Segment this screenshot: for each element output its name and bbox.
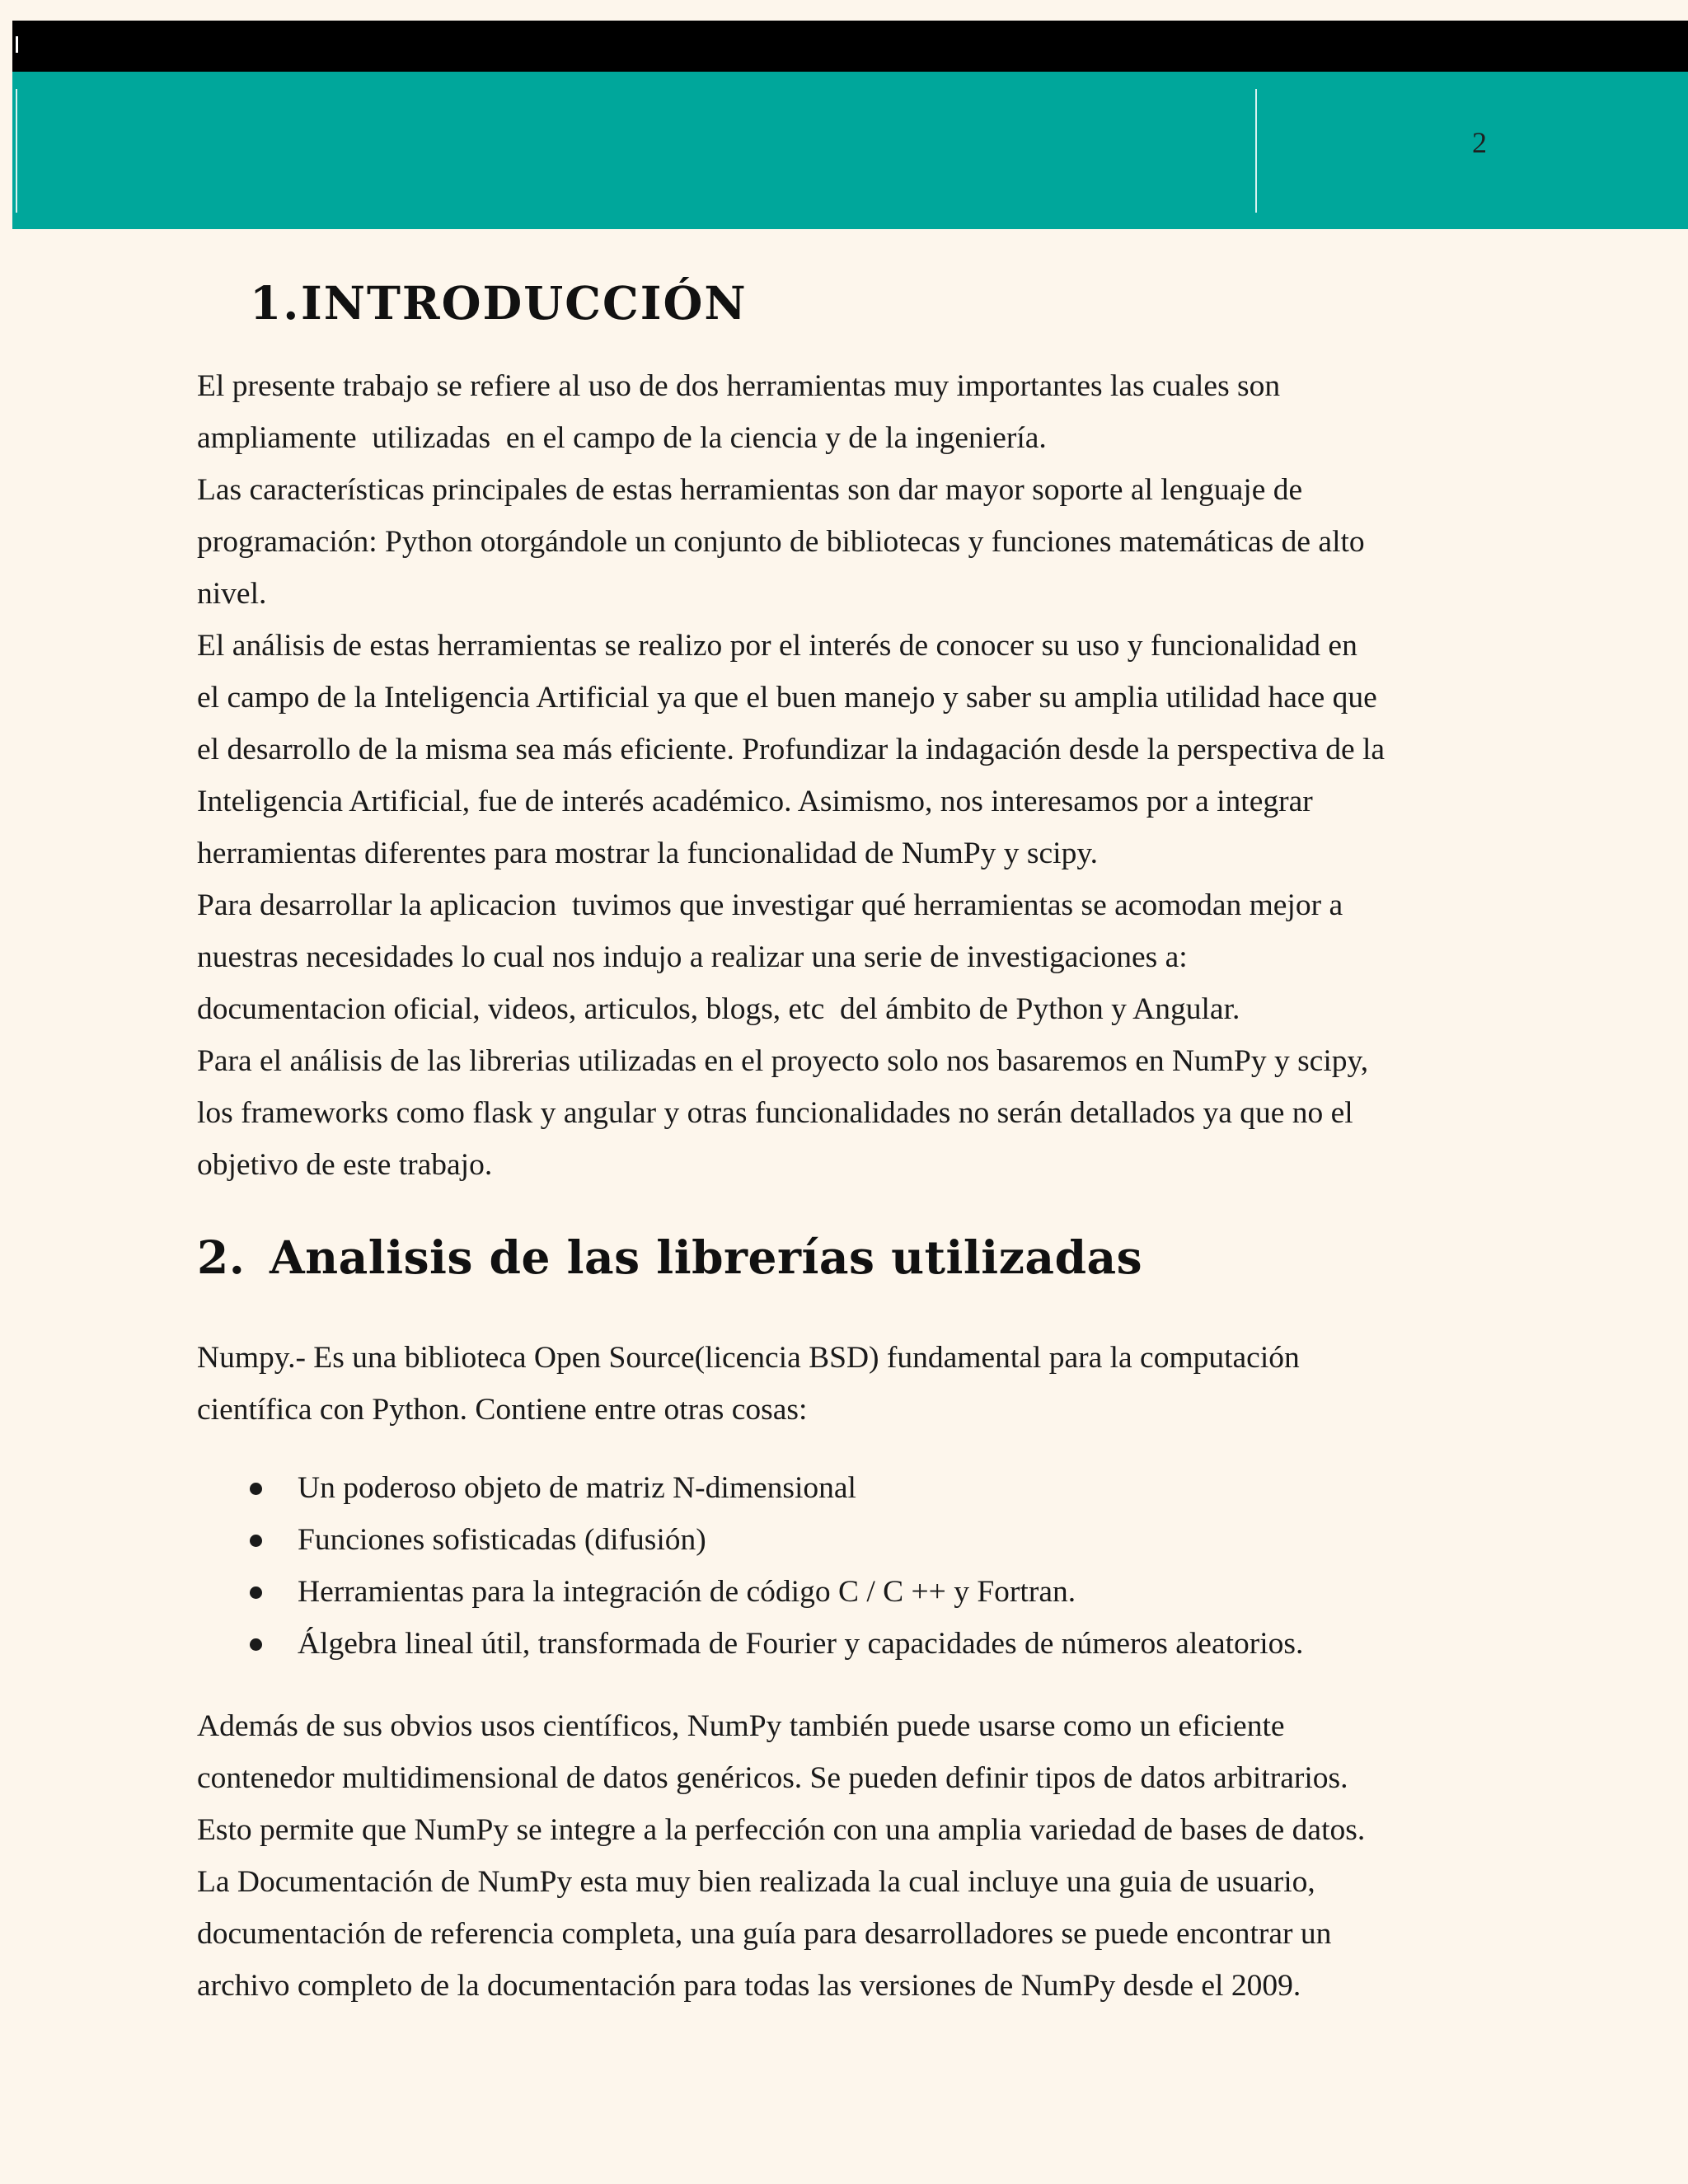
introduction-paragraph (197, 360, 1499, 1191)
text-line: nivel. (197, 577, 267, 611)
header-divider (1255, 89, 1257, 213)
text-line: Las características principales de estas herramientas son dar mayor soporte al lenguaje de (197, 473, 1303, 507)
text-line: El análisis de estas herramientas se realizo por el interés de conocer su uso y funcionalidad en (197, 629, 1357, 663)
text-line: programación: Python otorgándole un conjunto de bibliotecas y funciones matemáticas de alto (197, 525, 1365, 559)
section-2-heading (197, 1230, 1142, 1284)
bullet-icon (250, 1483, 262, 1495)
numpy-details-paragraph (197, 1700, 1499, 2012)
header-left-rule (16, 89, 17, 213)
text-line: el campo de la Inteligencia Artificial ya que el buen manejo y saber su amplia utilidad hace que (197, 681, 1377, 715)
numpy-intro-paragraph (197, 1332, 1499, 1436)
list-item (0, 1566, 1688, 1618)
list-item-text: Un poderoso objeto de matriz N-dimensional (298, 1471, 856, 1505)
section-1-heading (250, 276, 748, 330)
text-line: Inteligencia Artificial, fue de interés académico. Asimismo, nos interesamos por a integrar (197, 785, 1313, 818)
text-line: nuestras necesidades lo cual nos indujo a realizar una serie de investigaciones a: (197, 940, 1188, 974)
list-item (0, 1462, 1688, 1514)
page-number: 2 (1472, 126, 1487, 159)
text-line: La Documentación de NumPy esta muy bien realizada la cual incluye una guia de usuario, (197, 1865, 1315, 1899)
header-black-bar-marker (16, 36, 18, 53)
text-line: archivo completo de la documentación para todas las versiones de NumPy desde el 2009. (197, 1969, 1301, 2003)
bullet-icon (250, 1535, 262, 1547)
list-item (0, 1618, 1688, 1670)
text-line: objetivo de este trabajo. (197, 1148, 493, 1182)
bullet-icon (250, 1638, 262, 1651)
section-2-title: Analisis de las librerías utilizadas (270, 1230, 1143, 1284)
numpy-features-list (0, 1462, 1688, 1670)
bullet-icon (250, 1586, 262, 1599)
section-1-title: INTRODUCCIÓN (301, 276, 748, 330)
text-line: los frameworks como flask y angular y otras funcionalidades no serán detallados ya que no el (197, 1096, 1353, 1130)
list-item-text: Funciones sofisticadas (difusión) (298, 1523, 706, 1557)
list-item-text: Herramientas para la integración de código C / C ++ y Fortran. (298, 1575, 1076, 1609)
section-2-number: 2. (197, 1230, 246, 1284)
section-1-number: 1. (250, 276, 301, 330)
text-line: documentacion oficial, videos, articulos, blogs, etc del ámbito de Python y Angular. (197, 992, 1240, 1026)
text-line: científica con Python. Contiene entre otras cosas: (197, 1393, 808, 1427)
header-black-bar (12, 21, 1688, 72)
text-line: Numpy.- Es una biblioteca Open Source(licencia BSD) fundamental para la computación (197, 1341, 1300, 1375)
text-line: Esto permite que NumPy se integre a la perfección con una amplia variedad de bases de datos. (197, 1813, 1366, 1847)
text-line: Para desarrollar la aplicacion tuvimos que investigar qué herramientas se acomodan mejor a (197, 888, 1343, 922)
text-line: herramientas diferentes para mostrar la funcionalidad de NumPy y scipy. (197, 837, 1099, 870)
list-item-text: Álgebra lineal útil, transformada de Fourier y capacidades de números aleatorios. (298, 1627, 1304, 1661)
text-line: contenedor multidimensional de datos genéricos. Se pueden definir tipos de datos arbitrarios. (197, 1761, 1348, 1795)
text-line: Para el análisis de las librerias utilizadas en el proyecto solo nos basaremos en NumPy y scipy, (197, 1044, 1369, 1078)
list-item (0, 1514, 1688, 1566)
text-line: el desarrollo de la misma sea más eficiente. Profundizar la indagación desde la perspectiva de la (197, 733, 1386, 766)
text-line: ampliamente utilizadas en el campo de la ciencia y de la ingeniería. (197, 421, 1047, 455)
text-line: El presente trabajo se refiere al uso de dos herramientas muy importantes las cuales son (197, 369, 1281, 403)
text-line: documentación de referencia completa, una guía para desarrolladores se puede encontrar un (197, 1917, 1332, 1951)
text-line: Además de sus obvios usos científicos, NumPy también puede usarse como un eficiente (197, 1709, 1285, 1743)
